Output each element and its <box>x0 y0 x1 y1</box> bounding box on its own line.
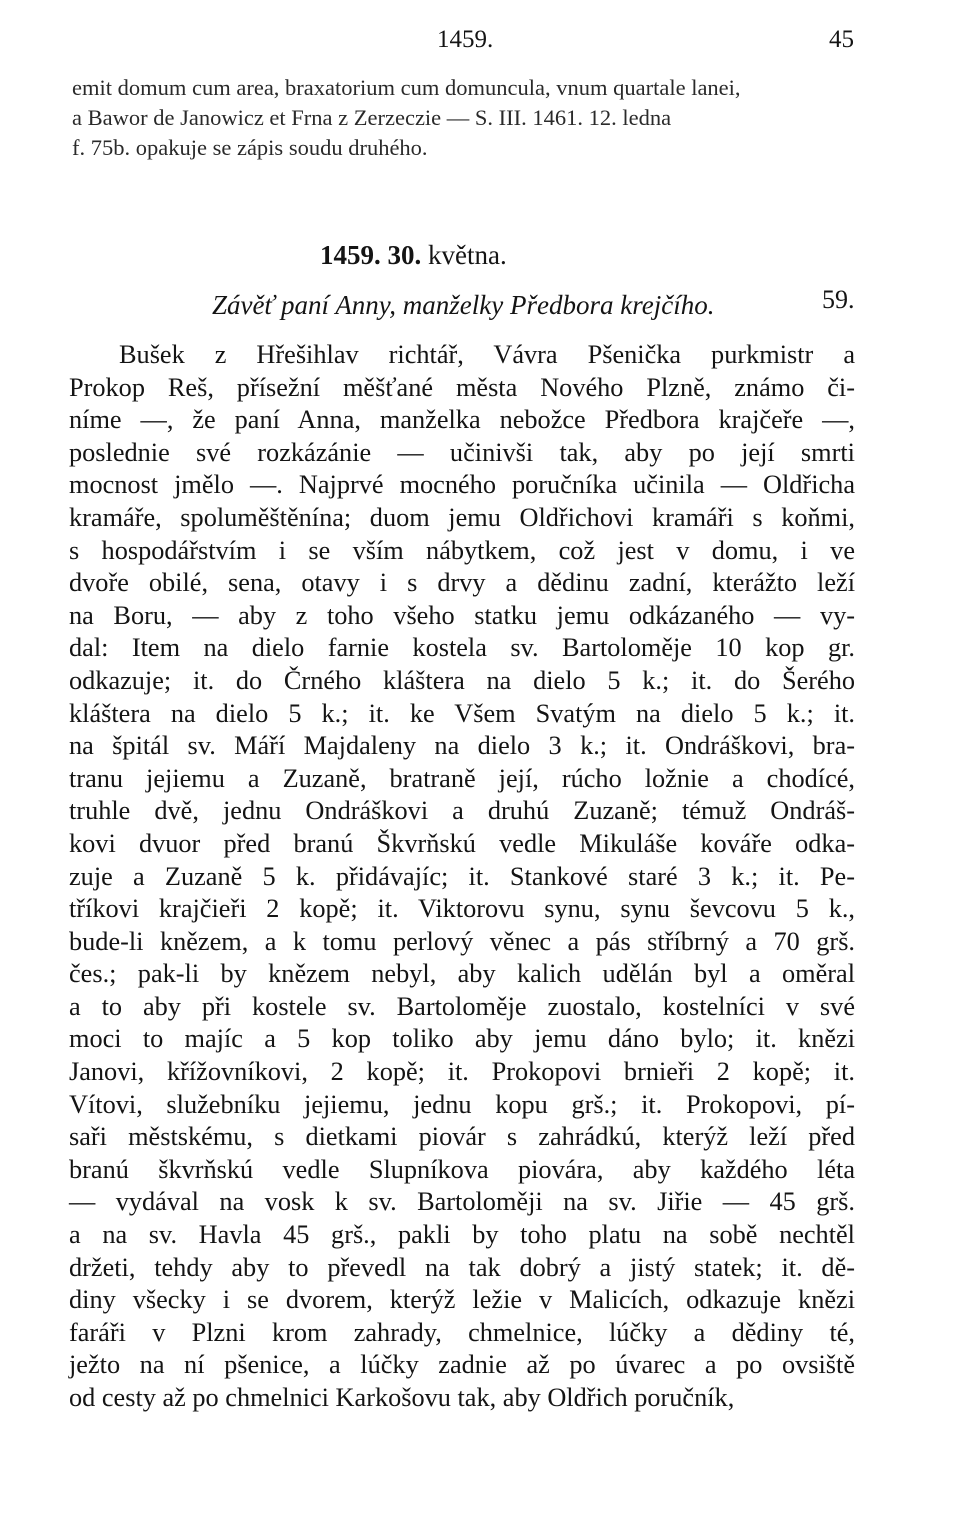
body-line: Prokop Reš, přísežní měšťané města Nového Plzně, známo či- <box>69 372 855 402</box>
body-line: truhle dvě, jednu Ondráškovi a druhú Zuzaně; témuž Ondráš- <box>69 796 855 826</box>
body-line: s hospodářstvím i se vším nábytkem, což jest v domu, i ve <box>69 535 855 565</box>
entry-date-day: 1459. 30. <box>320 240 422 270</box>
previous-entry-line: f. 75b. opakuje se zápis soudu druhého. <box>72 135 428 160</box>
body-line: na špitál sv. Máří Majdaleny na dielo 3 k.; it. Ondráškovi, bra- <box>69 731 855 761</box>
body-line: mocnost jmělo —. Najprvé mocného poručníka učinila — Oldřicha <box>69 470 855 500</box>
body-line: Vítovi, služebníku jejiemu, jednu kopu grš.; it. Prokopovi, pí- <box>69 1089 855 1119</box>
body-line: faráři v Plzni krom zahrady, chmelnice, lúčky a dědiny té, <box>69 1317 855 1347</box>
body-line: Bušek z Hřešihlav richtář, Vávra Pšenička purkmistr a <box>119 340 855 369</box>
body-line: držeti, tehdy aby to převedl na tak dobrý a jistý statek; it. dě- <box>69 1252 855 1282</box>
previous-entry-line: a Bawor de Janowicz et Frna z Zerzeczie — S. III. 1461. 12. ledna <box>72 105 672 130</box>
entry-number: 59. <box>822 285 855 314</box>
body-line: kovi dvuor před branú Škvrňskú vedle Mikuláše kováře odka- <box>69 828 855 858</box>
body-line: moci to majíc a 5 kop toliko aby jemu dáno bylo; it. knězi <box>69 1024 855 1054</box>
running-head <box>0 14 960 54</box>
body-line: odkazuje; it. do Črného kláštera na dielo 5 k.; it. do Šerého <box>69 665 855 695</box>
body-line: tranu jejiemu a Zuzaně, bratraně její, rúcho ložnie a chodícé, <box>69 763 855 793</box>
entry-body <box>69 339 855 1415</box>
body-line: Janovi, křížovníkovi, 2 kopě; it. Prokopovi brnieři 2 kopě; it. <box>69 1057 855 1087</box>
entry-date <box>320 240 507 271</box>
body-line: zuje a Zuzaně 5 k. přidávajíc; it. Stankové staré 3 k.; it. Pe- <box>69 861 855 891</box>
body-line: — vydával na vosk k sv. Bartoloměji na sv. Jiřie — 45 grš. <box>69 1187 855 1217</box>
running-head-year: 1459. <box>437 26 494 53</box>
body-line: dal: Item na dielo farnie kostela sv. Bartoloměje 10 kop gr. <box>69 633 855 663</box>
body-line: níme —, že paní Anna, manželka nebožce Předbora krajčeře —, <box>69 405 855 435</box>
body-line: a na sv. Havla 45 grš., pakli by toho platu na sobě nechtěl <box>69 1220 855 1250</box>
body-line: saři městskému, s dietkami piovár s zahrádkú, kterýž leží před <box>69 1122 855 1152</box>
body-line: od cesty až po chmelnici Karkošovu tak, aby Oldřich poručník, <box>69 1383 735 1412</box>
body-line: branú škvrňskú vedle Slupníkova piovára, aby každého léta <box>69 1154 855 1184</box>
body-line: kramáře, spoluměštěnína; duom jemu Oldřichovi kramáři s koňmi, <box>69 502 855 532</box>
body-line: bude-li knězem, a k tomu perlový věnec a pás stříbrný a 70 grš. <box>69 926 855 956</box>
body-line: ježto na ní pšenice, a lúčky zadnie až po úvarec a po ovsiště <box>69 1350 855 1380</box>
body-line: kláštera na dielo 5 k.; it. ke Všem Svatým na dielo 5 k.; it. <box>69 698 855 728</box>
body-line: diny všecky i se dvorem, kterýž ležie v Malicích, odkazuje knězi <box>69 1285 855 1315</box>
body-line: na Boru, — aby z toho všeho statku jemu odkázaného — vy- <box>69 600 855 630</box>
entry-date-month: května. <box>428 240 507 270</box>
body-line: poslednie své rozkázánie — učinivši tak, aby po její smrti <box>69 437 855 467</box>
entry-title: Závěť paní Anny, manželky Předbora krejčího. <box>212 290 715 320</box>
previous-entry-text <box>72 73 862 163</box>
page-number: 45 <box>829 26 854 53</box>
body-line: a to aby při kostele sv. Bartoloměje zuostalo, kostelníci v své <box>69 991 855 1021</box>
body-line: dvoře obilé, sena, otavy i s drvy a dědinu zadní, kterážto leží <box>69 568 855 598</box>
body-line: čes.; pak-li by knězem nebyl, aby kalich udělán byl a oměral <box>69 959 855 989</box>
body-line: tříkovi krajčieři 2 kopě; it. Viktorovu synu, synu ševcovu 5 k., <box>69 894 855 924</box>
previous-entry-line: emit domum cum area, braxatorium cum domuncula, vnum quartale lanei, <box>72 75 741 100</box>
